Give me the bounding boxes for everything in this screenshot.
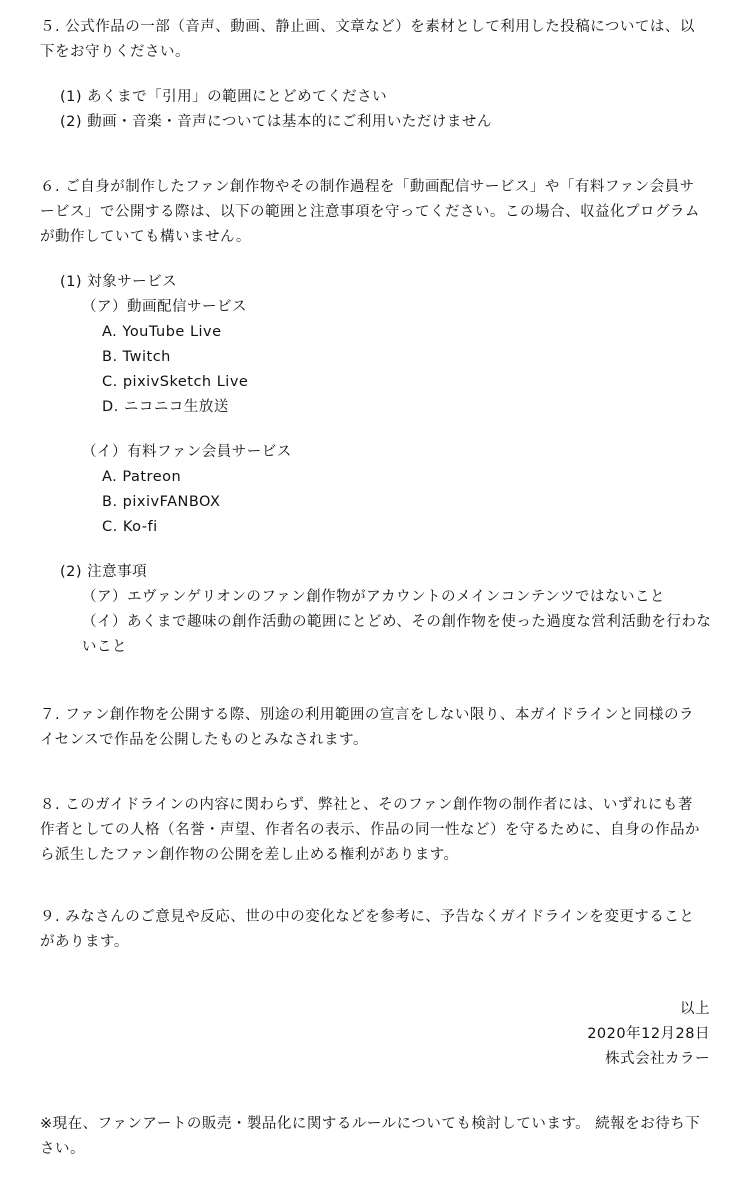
note-2-line-1: （イ）あくまで趣味の創作活動の範囲にとどめ、その創作物を使った過度な営利活動を行わな <box>82 614 712 630</box>
section-7-line-2: イセンスで作品を公開したものとみなされます。 <box>40 732 368 748</box>
section-6-line-2: ービス」で公開する際は、以下の範囲と注意事項を守ってください。この場合、収益化プログラム <box>40 204 700 220</box>
section-9-line-2: があります。 <box>40 934 129 950</box>
note-2-line-2: いこと <box>82 639 127 655</box>
footnote-line-2: さい。 <box>40 1141 85 1157</box>
section-5-item-2: (2) 動画・音楽・音声については基本的にご利用いただけません <box>60 114 492 130</box>
membership-service-item: A. Patreon <box>102 469 182 485</box>
section-5-item-1: (1) あくまで「引用」の範囲にとどめてください <box>60 89 388 105</box>
section-5-line-1: ５. 公式作品の一部（音声、動画、静止画、文章など）を素材として利用した投稿については、以 <box>40 19 695 35</box>
note-1: （ア）エヴァンゲリオンのファン創作物がアカウントのメインコンテンツではないこと <box>82 589 665 605</box>
section-5-line-2: 下をお守りください。 <box>40 44 190 60</box>
section-6-line-3: が動作していても構いません。 <box>40 229 251 245</box>
closing-company: 株式会社カラー <box>605 1051 710 1067</box>
section-9-line-1: ９. みなさんのご意見や反応、世の中の変化などを参考に、予告なくガイドラインを変更すること <box>40 909 695 925</box>
notes-heading: (2) 注意事項 <box>60 564 148 580</box>
closing-end: 以上 <box>680 1001 710 1017</box>
streaming-heading: （ア）動画配信サービス <box>82 299 247 315</box>
membership-service-item: B. pixivFANBOX <box>102 494 221 510</box>
section-7-line-1: ７. ファン創作物を公開する際、別途の利用範囲の宣言をしない限り、本ガイドラインと同様のラ <box>40 707 695 723</box>
section-8-line-1: ８. このガイドラインの内容に関わらず、弊社と、そのファン創作物の制作者には、いずれにも著 <box>40 797 693 813</box>
streaming-service-item: B. Twitch <box>102 349 171 365</box>
services-heading: (1) 対象サービス <box>60 274 178 290</box>
closing-date: 2020年12月28日 <box>587 1026 710 1042</box>
section-6-line-1: ６. ご自身が制作したファン創作物やその制作過程を「動画配信サービス」や「有料ファン会員サ <box>40 179 695 195</box>
section-8-line-3: ら派生したファン創作物の公開を差し止める権利があります。 <box>40 847 459 863</box>
streaming-service-item: A. YouTube Live <box>102 324 222 340</box>
membership-heading: （イ）有料ファン会員サービス <box>82 444 292 460</box>
footnote-line-1: ※現在、ファンアートの販売・製品化に関するルールについても検討しています。 続報をお待ち下 <box>40 1116 701 1132</box>
membership-service-item: C. Ko-fi <box>102 519 158 535</box>
streaming-service-item: D. ニコニコ生放送 <box>102 399 229 415</box>
section-8-line-2: 作者としての人格（名誉・声望、作者名の表示、作品の同一性など）を守るために、自身の作品か <box>40 822 700 838</box>
streaming-service-item: C. pixivSketch Live <box>102 374 249 390</box>
